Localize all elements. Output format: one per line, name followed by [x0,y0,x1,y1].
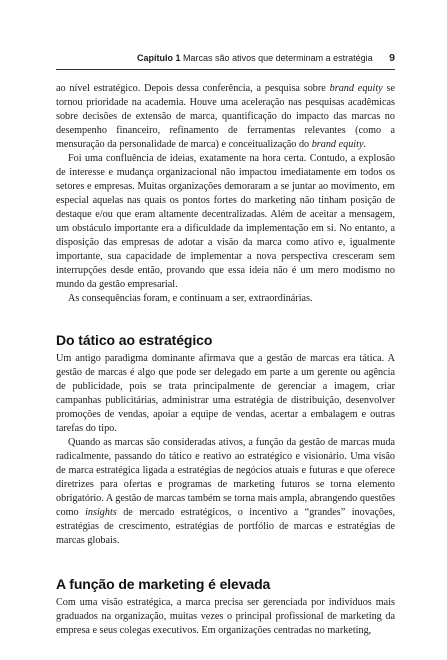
section-heading: Do tático ao estratégico [56,332,213,348]
paragraph: Quando as marcas são consideradas ativos, a função da gestão de marcas muda radicalmente, passando do tático e reativo ao estratégico e visionário. Uma visão de marca estratégica ligada a estratégias de negócios atuais e futuras e que oferece diretrizes para ofertas e programas de marketing futuros se torna elemento obrigatório. A gestão de marcas também se torna mais ampla, abrangendo questões como insights de mercado estratégicos, o incentivo a “grandes” inovações, estratégias de crescimento, estratégias de portfólio de marcas e estratégias de marcas globais. [56,437,395,546]
running-header [56,52,395,66]
paragraph: Com uma visão estratégica, a marca precisa ser gerenciada por indivíduos mais graduados na organização, muitas vezes o principal profissional de marketing da empresa e seus colegas executivos. Em organizações centradas no marketing, [56,597,395,636]
paragraph: Foi uma confluência de ideias, exatamente na hora certa. Contudo, a explosão de interesse e mudança organizacional não impactou imediatamente em todos os setores e empresas. Muitas organizações demoraram a se juntar ao movimento, em especial aquelas nas quais os pontos fortes do marketing não tinham posição de destaque e/ou que eram altamente decentralizadas. Além de aceitar a mensagem, um obstáculo importante era a dificuldade da implementação em si. No entanto, a disposição das empresas de adotar a visão da marca como ativo e, igualmente importante, sua capacidade de implementar a nova perspectiva cresceram sem interrupções desde então, provando que essa ideia não é um mero modismo no mundo da gestão empresarial. [56,153,395,290]
page-body [56,82,395,638]
paragraph: As consequências foram, e continuam a ser, extraordinárias. [68,293,313,304]
emphasis: insights [85,507,117,518]
page-number: 9 [389,52,395,64]
paragraph: Um antigo paradigma dominante afirmava que a gestão de marcas era tática. A gestão de marcas é algo que pode ser delegado em parte a um gerente ou agência de publicidade, pois se trata principalmente de gerenciar a imagem, criar campanhas publicitárias, administrar uma estratégia de distribuição, desenvolver promoções de vendas, apoiar a equipe de vendas, acertar a embalagem e outras tarefas do tipo. [56,353,395,434]
emphasis: brand equity [329,83,383,94]
header-rule [56,69,395,70]
section-heading: A função de marketing é elevada [56,576,271,592]
chapter-title: Marcas são ativos que determinam a estratégia [183,53,373,63]
paragraph: ao nível estratégico. Depois dessa conferência, a pesquisa sobre brand equity se tornou prioridade na academia. Houve uma aceleração nas pesquisas acadêmicas sobre decisões de extensão de marca, quantificação do impacto das marcas no desempenho financeiro, refinamento de ferramentas relevantes (como a mensuração da personalidade de marca) e conceitualização do brand equity. [56,83,395,150]
emphasis: brand equity [311,139,364,150]
chapter-label: Capítulo 1 [137,53,181,63]
